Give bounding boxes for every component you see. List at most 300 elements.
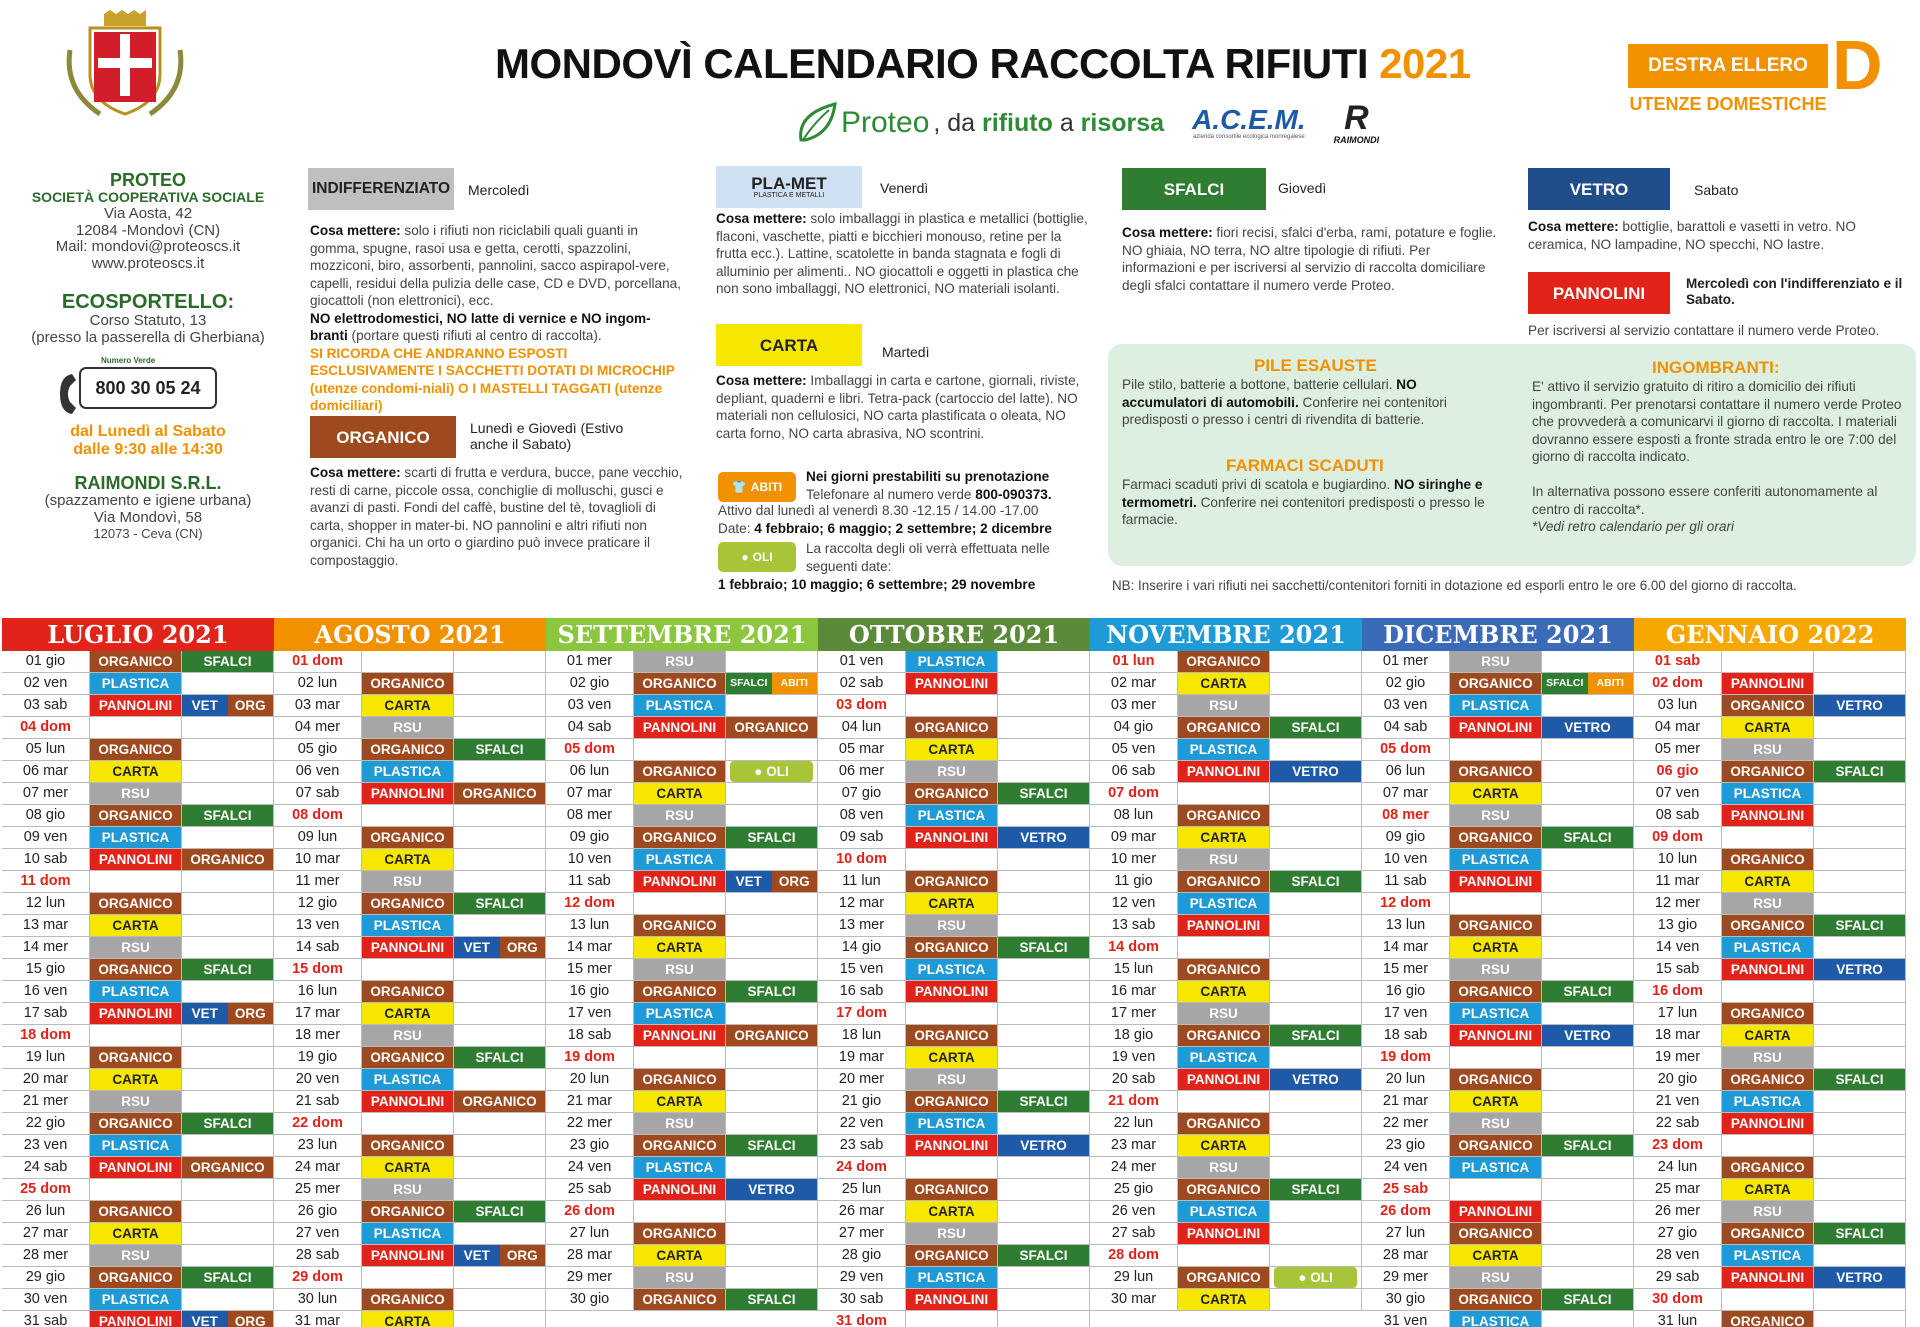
day-date: 30 ven [2, 1289, 90, 1310]
day-date: 23 mar [1090, 1135, 1178, 1156]
waste-primary: RSU [1450, 959, 1542, 980]
waste-secondary: SFALCI [1270, 1025, 1361, 1046]
waste-primary: ORGANICO [1450, 1223, 1542, 1244]
calendar-day-row [1090, 1025, 1362, 1047]
calendar-day-row [546, 1157, 818, 1179]
day-date: 21 mer [2, 1091, 90, 1112]
waste-secondary [998, 651, 1089, 672]
indifferenziato-description: Cosa mettere: solo i rifiuti non riciclabili quali guanti in gomma, spugne, rasoi usa e getta, cerotti, spazzolini, mozziconi, biro, assorbenti, pannolini, sacco aspirapol-vere, capelli, residui della pulizia delle case, CD e DVD, porcellana, giocattoli (non elettronici), ecc. NO elettrodomestici, NO latte di vernice e NO ingom-branti (portare questi rifiuti al centro di raccolta). SI RICORDA CHE ANDRANNO ESPOSTI ESCLUSIVAMENTE I SACCHETTI DOTATI DI MICROCHIP (utenze condomi-niali) O I MASTELLI TAGGATI (utenze domiciliari) [310, 223, 681, 414]
calendar-day-row [1634, 871, 1906, 893]
waste-secondary [998, 1289, 1089, 1310]
waste-primary: ORGANICO [362, 981, 454, 1002]
calendar-day-row [2, 1179, 274, 1201]
waste-primary: ORGANICO [1722, 695, 1814, 716]
toll-free-phone[interactable]: Numero Verde 800 30 05 24 [79, 367, 217, 409]
waste-secondary [454, 1003, 545, 1024]
waste-secondary [726, 1091, 817, 1112]
waste-primary: CARTA [634, 1091, 726, 1112]
calendar-day-row [818, 1311, 1090, 1327]
waste-primary: PANNOLINI [634, 717, 726, 738]
calendar-day-row [274, 893, 546, 915]
waste-primary: ORGANICO [906, 1025, 998, 1046]
waste-secondary [1814, 1047, 1905, 1068]
calendar-day-row [546, 937, 818, 959]
calendar-day-row [1362, 1289, 1634, 1311]
day-date: 27 ven [274, 1223, 362, 1244]
waste-primary: ORGANICO [1178, 1113, 1270, 1134]
day-date: 06 lun [546, 761, 634, 782]
day-date: 29 lun [1090, 1267, 1178, 1288]
waste-secondary [1814, 1289, 1905, 1310]
waste-primary: ORGANICO [634, 1135, 726, 1156]
calendar-day-row [274, 717, 546, 739]
waste-secondary-part: VET [726, 871, 772, 892]
waste-secondary [454, 1311, 545, 1327]
day-date: 30 sab [818, 1289, 906, 1310]
mondovi-crest-icon [60, 10, 190, 120]
waste-secondary [1814, 1091, 1905, 1112]
day-date: 01 mer [1362, 651, 1450, 672]
month-header: SETTEMBRE 2021 [546, 618, 818, 651]
calendar-day-row [1634, 981, 1906, 1003]
organico-tag: ORGANICO [310, 416, 456, 458]
day-date: 26 dom [1362, 1201, 1450, 1222]
waste-secondary [998, 915, 1089, 936]
waste-secondary [726, 739, 817, 760]
calendar-day-row [546, 871, 818, 893]
calendar-day-row [274, 1223, 546, 1245]
calendar-day-row [274, 739, 546, 761]
waste-primary: ORGANICO [634, 981, 726, 1002]
day-date: 30 gio [546, 1289, 634, 1310]
phone-icon [56, 372, 78, 416]
waste-secondary [726, 695, 817, 716]
calendar-day-row [1090, 1223, 1362, 1245]
day-date: 22 ven [818, 1113, 906, 1134]
waste-primary: RSU [90, 937, 182, 958]
calendar-day-row [1634, 1245, 1906, 1267]
waste-secondary: VETRO [998, 827, 1089, 848]
waste-secondary [998, 673, 1089, 694]
waste-primary [1178, 1091, 1270, 1112]
day-date: 19 dom [546, 1047, 634, 1068]
waste-primary: ORGANICO [1722, 849, 1814, 870]
waste-secondary [454, 651, 545, 672]
waste-secondary [1270, 1047, 1361, 1068]
waste-primary [906, 1157, 998, 1178]
organico-day: Lunedì e Giovedì (Estivo anche il Sabato) [470, 420, 624, 453]
waste-primary: ORGANICO [1450, 915, 1542, 936]
day-date: 23 dom [1634, 1135, 1722, 1156]
waste-primary: ORGANICO [1178, 717, 1270, 738]
calendar-day-row [274, 1157, 546, 1179]
calendar-day-row [1634, 761, 1906, 783]
day-date: 16 mar [1090, 981, 1178, 1002]
calendar-day-row [2, 893, 274, 915]
calendar-day-row [1634, 1135, 1906, 1157]
waste-primary [90, 1179, 182, 1200]
proteo-website[interactable]: www.proteoscs.it [91, 255, 205, 273]
calendar-day-row [1090, 739, 1362, 761]
day-date: 04 lun [818, 717, 906, 738]
waste-primary: CARTA [1450, 1245, 1542, 1266]
calendar-day-row [546, 673, 818, 695]
calendar-day-row [1362, 783, 1634, 805]
waste-primary: PANNOLINI [906, 1289, 998, 1310]
waste-secondary [1814, 1201, 1905, 1222]
calendar-day-row [1362, 1267, 1634, 1289]
waste-secondary: SFALCI [1542, 981, 1633, 1002]
waste-primary: ORGANICO [1450, 827, 1542, 848]
waste-primary: ORGANICO [1178, 1179, 1270, 1200]
oil-drop-icon: ● [741, 550, 749, 564]
waste-secondary: VETRO [1270, 761, 1361, 782]
waste-secondary [1270, 959, 1361, 980]
calendar-day-row [1634, 651, 1906, 673]
day-date: 26 dom [546, 1201, 634, 1222]
waste-primary: CARTA [90, 915, 182, 936]
waste-secondary: SFALCI [182, 959, 273, 980]
waste-secondary [182, 1201, 273, 1222]
calendar-day-row [1634, 673, 1906, 695]
abiti-schedule: Attivo dal lunedì al venerdì 8.30 -12.15 / 14.00 -17.00 Date: 4 febbraio; 6 maggio; 2 settembre; 2 dicembre [718, 503, 1052, 536]
day-date: 03 ven [546, 695, 634, 716]
calendar-day-row [1362, 717, 1634, 739]
waste-primary: PLASTICA [906, 959, 998, 980]
day-date: 21 dom [1090, 1091, 1178, 1112]
calendar-day-row [2, 1135, 274, 1157]
waste-secondary [1814, 1003, 1905, 1024]
ingombranti-description: E' attivo il servizio gratuito di ritiro a domicilio dei rifiuti ingombranti. Per prenotarsi contattare il numero verde Proteo che provvederà a comunicarvi il giorno di raccolta. I materiali dovranno essere esposti a fronte strada entro le ore 7:00 del giorno di raccolta indicato. In alternativa possono essere conferiti autonomamente al centro di raccolta*. *Vedi retro calendario per gli orari [1532, 379, 1902, 535]
calendar-day-row [818, 959, 1090, 981]
month-column [1362, 618, 1634, 1327]
waste-primary: ORGANICO [362, 1289, 454, 1310]
calendar-day-row [2, 959, 274, 981]
day-date: 03 sab [2, 695, 90, 716]
month-column [818, 618, 1090, 1327]
calendar-day-row [274, 1091, 546, 1113]
waste-primary: RSU [1450, 1267, 1542, 1288]
calendar-day-row [1634, 915, 1906, 937]
waste-primary: PLASTICA [1450, 1311, 1542, 1327]
waste-secondary: SFALCI [1542, 1289, 1633, 1310]
day-date: 15 dom [274, 959, 362, 980]
day-date: 14 mar [1362, 937, 1450, 958]
day-date: 16 gio [546, 981, 634, 1002]
day-date: 19 dom [1362, 1047, 1450, 1068]
waste-primary: PANNOLINI [90, 1311, 182, 1327]
zone-letter: D [1832, 26, 1883, 104]
waste-secondary-part: ORG [228, 695, 274, 716]
day-date: 04 gio [1090, 717, 1178, 738]
calendar-day-row [274, 695, 546, 717]
waste-secondary [998, 1157, 1089, 1178]
ecosportello-heading: ECOSPORTELLO: [61, 291, 235, 314]
day-date: 16 ven [2, 981, 90, 1002]
calendar-day-row [2, 871, 274, 893]
waste-primary: PANNOLINI [1722, 959, 1814, 980]
waste-primary: ORGANICO [634, 761, 726, 782]
day-date: 20 lun [546, 1069, 634, 1090]
waste-primary: PANNOLINI [634, 1179, 726, 1200]
month-column [274, 618, 546, 1327]
waste-primary: ORGANICO [906, 717, 998, 738]
day-date: 02 ven [2, 673, 90, 694]
day-date: 10 lun [1634, 849, 1722, 870]
day-date: 28 ven [1634, 1245, 1722, 1266]
waste-secondary [182, 1289, 273, 1310]
carta-tag: CARTA [716, 324, 862, 366]
day-date: 21 sab [274, 1091, 362, 1112]
day-date: 12 mar [818, 893, 906, 914]
calendar-day-row [546, 1003, 818, 1025]
day-date: 27 lun [546, 1223, 634, 1244]
day-date: 01 ven [818, 651, 906, 672]
waste-primary: ORGANICO [906, 783, 998, 804]
waste-primary: ORGANICO [90, 1267, 182, 1288]
day-date: 02 mar [1090, 673, 1178, 694]
day-date: 11 lun [818, 871, 906, 892]
waste-secondary [1814, 1245, 1905, 1266]
waste-primary: RSU [1722, 1201, 1814, 1222]
calendar-day-row [1090, 893, 1362, 915]
calendar-day-row [274, 959, 546, 981]
day-date: 07 dom [1090, 783, 1178, 804]
proteo-subheading: SOCIETÀ COOPERATIVA SOCIALE [31, 189, 265, 206]
waste-secondary: SFALCI [182, 1267, 273, 1288]
waste-secondary [998, 1025, 1089, 1046]
calendar-day-row [818, 1157, 1090, 1179]
waste-secondary: SFALCI [998, 783, 1089, 804]
waste-primary: ORGANICO [1178, 1025, 1270, 1046]
waste-secondary [726, 1069, 817, 1090]
waste-primary: RSU [906, 761, 998, 782]
waste-primary: PANNOLINI [1722, 1267, 1814, 1288]
proteo-address-2: 12084 -Mondovì (CN) [75, 221, 221, 239]
calendar-day-row [2, 739, 274, 761]
day-date: 31 lun [1634, 1311, 1722, 1327]
waste-secondary [1814, 981, 1905, 1002]
calendar-day-row [1362, 893, 1634, 915]
waste-secondary [454, 1223, 545, 1244]
calendar-day-row [1090, 1267, 1362, 1289]
waste-primary [1450, 893, 1542, 914]
calendar-day-row [818, 1003, 1090, 1025]
day-date: 25 lun [818, 1179, 906, 1200]
day-date: 10 dom [818, 849, 906, 870]
waste-secondary [1542, 871, 1633, 892]
waste-secondary [1814, 1135, 1905, 1156]
waste-primary [1178, 783, 1270, 804]
waste-secondary: SFALCI [998, 1245, 1089, 1266]
waste-primary: PANNOLINI [634, 1025, 726, 1046]
waste-primary: PLASTICA [90, 1135, 182, 1156]
waste-primary: ORGANICO [1722, 1003, 1814, 1024]
waste-secondary [726, 915, 817, 936]
waste-secondary [1270, 1003, 1361, 1024]
waste-secondary [1542, 959, 1633, 980]
calendar-day-row [546, 717, 818, 739]
waste-secondary [1814, 1179, 1905, 1200]
day-date: 18 sab [1362, 1025, 1450, 1046]
waste-primary: ORGANICO [1722, 1311, 1814, 1327]
calendar-day-row [1634, 695, 1906, 717]
calendar-day-row [818, 1091, 1090, 1113]
waste-secondary [454, 717, 545, 738]
waste-secondary: ORGANICO [182, 1157, 273, 1178]
calendar-day-row [1362, 695, 1634, 717]
day-date: 14 ven [1634, 937, 1722, 958]
day-date: 23 gio [546, 1135, 634, 1156]
calendar-day-row [1090, 1003, 1362, 1025]
waste-secondary-part: ORG [228, 1003, 274, 1024]
waste-primary: ORGANICO [362, 739, 454, 760]
calendar-day-row [274, 783, 546, 805]
calendar-day-row [2, 915, 274, 937]
ecosportello-address-1: Corso Statuto, 13 [89, 312, 207, 330]
waste-primary: PANNOLINI [906, 1135, 998, 1156]
day-date: 23 sab [818, 1135, 906, 1156]
waste-primary [906, 849, 998, 870]
waste-primary: RSU [1178, 1157, 1270, 1178]
waste-secondary [1542, 1223, 1633, 1244]
waste-primary: PLASTICA [634, 1157, 726, 1178]
calendar-day-row [818, 783, 1090, 805]
waste-primary: ORGANICO [1450, 1069, 1542, 1090]
waste-secondary [454, 1069, 545, 1090]
calendar-day-row [274, 1245, 546, 1267]
plamet-day: Venerdì [880, 180, 929, 196]
day-date: 18 gio [1090, 1025, 1178, 1046]
waste-secondary [454, 1267, 545, 1288]
ingombranti-heading: INGOMBRANTI: [1652, 358, 1780, 377]
waste-secondary [1814, 1311, 1905, 1327]
calendar-day-row [1362, 673, 1634, 695]
waste-primary: CARTA [362, 1003, 454, 1024]
waste-secondary [726, 849, 817, 870]
waste-primary: ORGANICO [1178, 1267, 1270, 1288]
waste-secondary [1814, 651, 1905, 672]
calendar-day-row [2, 1003, 274, 1025]
waste-primary: ORGANICO [90, 959, 182, 980]
waste-primary: ORGANICO [1722, 1069, 1814, 1090]
waste-secondary [182, 1003, 273, 1024]
waste-secondary [182, 1311, 273, 1327]
day-date: 13 lun [1362, 915, 1450, 936]
calendar-day-row [1090, 717, 1362, 739]
raimondi-logo: R RAIMONDI [1333, 99, 1380, 145]
day-date: 23 lun [274, 1135, 362, 1156]
waste-secondary [1270, 893, 1361, 914]
waste-secondary [1542, 1113, 1633, 1134]
shirt-icon: 👕 [731, 480, 747, 494]
day-date: 04 mer [274, 717, 362, 738]
day-date: 03 mar [274, 695, 362, 716]
proteo-email[interactable]: Mail: mondovi@proteoscs.it [55, 238, 241, 256]
calendar-day-row [274, 915, 546, 937]
waste-primary: PLASTICA [634, 849, 726, 870]
waste-secondary [1542, 739, 1633, 760]
waste-secondary [1270, 673, 1361, 694]
waste-secondary [1270, 739, 1361, 760]
day-date: 22 mer [1362, 1113, 1450, 1134]
day-date: 08 ven [818, 805, 906, 826]
waste-secondary [454, 805, 545, 826]
waste-secondary [1542, 849, 1633, 870]
waste-secondary-part: SFALCI [726, 673, 772, 694]
waste-secondary [726, 1047, 817, 1068]
calendar-day-row [546, 1113, 818, 1135]
day-date: 28 mar [546, 1245, 634, 1266]
day-date: 13 mer [818, 915, 906, 936]
waste-secondary [182, 717, 273, 738]
waste-secondary [182, 1047, 273, 1068]
calendar-day-row [1362, 871, 1634, 893]
waste-secondary [1542, 1201, 1633, 1222]
waste-secondary [454, 915, 545, 936]
day-date: 09 ven [2, 827, 90, 848]
day-date: 17 ven [546, 1003, 634, 1024]
waste-primary: PANNOLINI [1722, 805, 1814, 826]
waste-secondary: ORGANICO [182, 849, 273, 870]
waste-secondary [726, 893, 817, 914]
day-date: 28 dom [1090, 1245, 1178, 1266]
waste-primary: PLASTICA [1722, 1245, 1814, 1266]
waste-primary [362, 805, 454, 826]
day-date: 20 ven [274, 1069, 362, 1090]
waste-primary [906, 1311, 998, 1327]
calendar-day-row [818, 915, 1090, 937]
proteo-heading: PROTEO [109, 170, 186, 190]
calendar-day-row [546, 761, 818, 783]
waste-secondary [1814, 805, 1905, 826]
waste-secondary [1270, 1201, 1361, 1222]
calendar-grid [2, 618, 1906, 1327]
calendar-day-row [1634, 1201, 1906, 1223]
waste-primary: PLASTICA [90, 1289, 182, 1310]
waste-primary: CARTA [1722, 1025, 1814, 1046]
day-date: 24 mer [1090, 1157, 1178, 1178]
waste-secondary [182, 937, 273, 958]
waste-primary: CARTA [362, 1157, 454, 1178]
waste-primary: PANNOLINI [90, 695, 182, 716]
waste-primary: ORGANICO [362, 893, 454, 914]
waste-secondary: VETRO [1542, 1025, 1633, 1046]
carta-day: Martedì [882, 344, 930, 360]
waste-secondary [1542, 1311, 1633, 1327]
calendar-day-row [546, 805, 818, 827]
waste-primary: RSU [362, 1179, 454, 1200]
waste-secondary: SFALCI [726, 827, 817, 848]
waste-secondary [1542, 1245, 1633, 1266]
waste-secondary-part: ORG [500, 1245, 546, 1266]
calendar-day-row [1090, 1179, 1362, 1201]
waste-primary: ORGANICO [90, 1201, 182, 1222]
calendar-day-row [546, 1091, 818, 1113]
waste-secondary [1270, 651, 1361, 672]
day-date: 09 mar [1090, 827, 1178, 848]
day-date: 15 gio [2, 959, 90, 980]
waste-primary [1450, 739, 1542, 760]
calendar-day-row [1634, 849, 1906, 871]
waste-secondary [182, 915, 273, 936]
calendar-day-row [1634, 1267, 1906, 1289]
waste-primary: PANNOLINI [906, 981, 998, 1002]
day-date: 06 lun [1362, 761, 1450, 782]
calendar-day-row [546, 1289, 818, 1311]
day-date: 16 sab [818, 981, 906, 1002]
waste-primary: ORGANICO [634, 673, 726, 694]
